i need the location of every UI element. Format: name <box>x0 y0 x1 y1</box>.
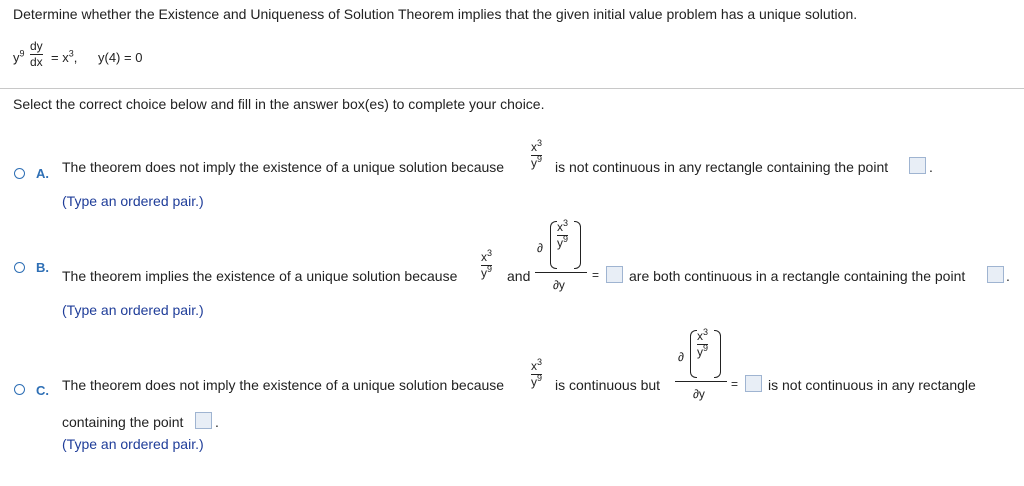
option-b-fraction: $x^3$ $y^9$ <box>481 248 493 280</box>
dy-dx-fraction: dy dx <box>30 39 43 69</box>
option-c-letter: C. <box>36 383 49 398</box>
option-b-derivative-box[interactable] <box>606 266 623 283</box>
option-a-text1: The theorem does not imply the existence of a unique solution because <box>62 159 505 175</box>
option-c-text1: The theorem does not imply the existence of a unique solution because <box>62 377 505 393</box>
question-title: Determine whether the Existence and Uniqueness of Solution Theorem implies that the given initial value problem has a unique solution. <box>13 6 858 22</box>
option-c-paren-left <box>690 330 697 378</box>
option-c-period: . <box>215 414 219 430</box>
option-b-partial-symbol: ∂ <box>537 241 543 255</box>
option-a-period: . <box>929 159 933 175</box>
option-b-partial-bar <box>535 272 587 273</box>
option-a-letter: A. <box>36 166 49 181</box>
option-c-text3: is not continuous in any rectangle <box>768 377 976 393</box>
option-c-text4: containing the point <box>62 414 184 430</box>
option-b-partial-dy: ∂y <box>553 278 565 292</box>
option-b-and: and <box>507 268 531 284</box>
option-c-point-box[interactable] <box>195 412 212 429</box>
eq-y: $y^9$ <box>13 48 25 65</box>
option-a-radio[interactable] <box>14 168 25 179</box>
eq-rhs: = $x^3$, <box>51 48 78 65</box>
option-c-paren-right <box>714 330 721 378</box>
option-b-text2: are both continuous in a rectangle containing the point <box>629 268 966 284</box>
option-a-hint: (Type an ordered pair.) <box>62 193 204 209</box>
option-c-text2: is continuous but <box>555 377 661 393</box>
option-c-equals: = <box>731 377 739 391</box>
option-c-hint: (Type an ordered pair.) <box>62 436 204 452</box>
option-c-partial-bar <box>675 381 727 382</box>
option-c-fraction: $x^3$ $y^9$ <box>531 357 543 389</box>
option-c-partial-symbol: ∂ <box>678 350 684 364</box>
option-b-letter: B. <box>36 260 49 275</box>
option-b-partial-inner-fraction: $x^3$ $y^9$ <box>557 218 569 250</box>
option-b-radio[interactable] <box>14 262 25 273</box>
option-c-radio[interactable] <box>14 384 25 395</box>
option-a-text2: is not continuous in any rectangle containing the point <box>555 159 889 175</box>
option-b-period: . <box>1006 268 1010 284</box>
option-b-equals: = <box>592 268 600 282</box>
option-c-derivative-box[interactable] <box>745 375 762 392</box>
option-c-partial-dy: ∂y <box>693 387 705 401</box>
option-b-paren-left <box>550 221 557 269</box>
option-b-paren-right <box>574 221 581 269</box>
option-c-partial-inner-fraction: $x^3$ $y^9$ <box>697 327 709 359</box>
option-b-hint: (Type an ordered pair.) <box>62 302 204 318</box>
instruction-text: Select the correct choice below and fill in the answer box(es) to complete your choice. <box>13 96 545 112</box>
initial-condition: y(4) = 0 <box>98 50 143 65</box>
option-b-point-box[interactable] <box>987 266 1004 283</box>
option-b-text1: The theorem implies the existence of a unique solution because <box>62 268 458 284</box>
divider <box>0 88 1024 89</box>
option-a-answer-box[interactable] <box>909 157 926 174</box>
option-a-fraction: $x^3$ $y^9$ <box>531 138 543 170</box>
